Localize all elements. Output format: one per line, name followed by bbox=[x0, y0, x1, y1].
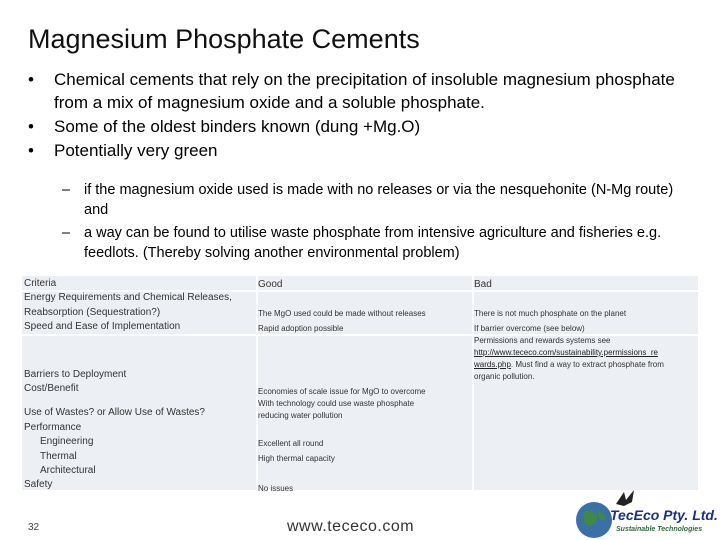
logo-text: TecEco Pty. Ltd. bbox=[610, 507, 718, 523]
sub-bullet-item: – a way can be found to utilise waste phosphate from intensive agriculture and fisheries e.g. feedlots. (Thereby solving another environmental problem) bbox=[60, 223, 696, 263]
good-technology: With technology could use waste phosphate bbox=[258, 399, 415, 408]
good-no-issues: No issues bbox=[258, 484, 294, 493]
footer-url: www.tececo.com bbox=[287, 518, 415, 535]
header-good: Good bbox=[258, 279, 283, 290]
bullet-item: • Potentially very green bbox=[26, 139, 686, 162]
slide-title: Magnesium Phosphate Cements bbox=[28, 24, 420, 54]
criteria-table bbox=[22, 276, 698, 493]
bullet-item: • Some of the oldest binders known (dung +Mg.O) bbox=[26, 115, 686, 138]
criteria-safety: Safety bbox=[24, 479, 53, 490]
header-criteria: Criteria bbox=[24, 278, 57, 289]
criteria-speed: Speed and Ease of Implementation bbox=[24, 321, 181, 332]
bad-link-line-2 bbox=[474, 359, 698, 371]
bullet-list bbox=[26, 68, 686, 163]
bad-barrier: If barrier overcome (see below) bbox=[474, 324, 585, 333]
bullet-item: • Chemical cements that rely on the precipitation of insoluble magnesium phosphate from a mix of magnesium oxide and a soluble phosphate. bbox=[26, 68, 686, 114]
page-number: 32 bbox=[28, 522, 40, 533]
bad-must-find: . Must find a way to extract phosphate from bbox=[510, 360, 664, 369]
permissions-link-end[interactable]: wards.php bbox=[474, 360, 511, 369]
criteria-architectural: Architectural bbox=[40, 465, 96, 476]
logo-subtitle: Sustainable Technologies bbox=[616, 526, 703, 533]
criteria-barriers: Barriers to Deployment bbox=[24, 369, 127, 380]
bad-permissions: Permissions and rewards systems see bbox=[474, 336, 611, 345]
bird-icon bbox=[616, 490, 634, 506]
tececo-logo bbox=[572, 488, 720, 540]
bad-link-line bbox=[474, 347, 698, 359]
sub-bullet-item: – if the magnesium oxide used is made with no releases or via the nesquehonite (N-Mg route) and bbox=[60, 180, 696, 220]
criteria-energy: Energy Requirements and Chemical Releases, bbox=[24, 292, 232, 303]
good-economies: Economies of scale issue for MgO to overcome bbox=[258, 387, 426, 396]
criteria-engineering: Engineering bbox=[40, 436, 94, 447]
good-excellent: Excellent all round bbox=[258, 439, 324, 448]
good-high-thermal: High thermal capacity bbox=[258, 454, 335, 463]
bad-not-much: There is not much phosphate on the planet bbox=[474, 309, 627, 318]
good-mgo: The MgO used could be made without releases bbox=[258, 309, 426, 318]
criteria-thermal: Thermal bbox=[40, 451, 77, 462]
criteria-performance: Performance bbox=[24, 422, 82, 433]
criteria-wastes: Use of Wastes? or Allow Use of Wastes? bbox=[24, 407, 205, 418]
criteria-cost: Cost/Benefit bbox=[24, 383, 79, 394]
good-reducing: reducing water pollution bbox=[258, 411, 343, 420]
permissions-link[interactable]: http://www.tececo.com/sustainability.permissions_re bbox=[474, 348, 658, 357]
good-rapid: Rapid adoption possible bbox=[258, 324, 344, 333]
bad-organic: organic pollution. bbox=[474, 372, 535, 381]
header-bad: Bad bbox=[474, 279, 492, 290]
criteria-reabsorption: Reabsorption (Sequestration?) bbox=[24, 307, 161, 318]
sub-bullet-list bbox=[60, 180, 696, 266]
